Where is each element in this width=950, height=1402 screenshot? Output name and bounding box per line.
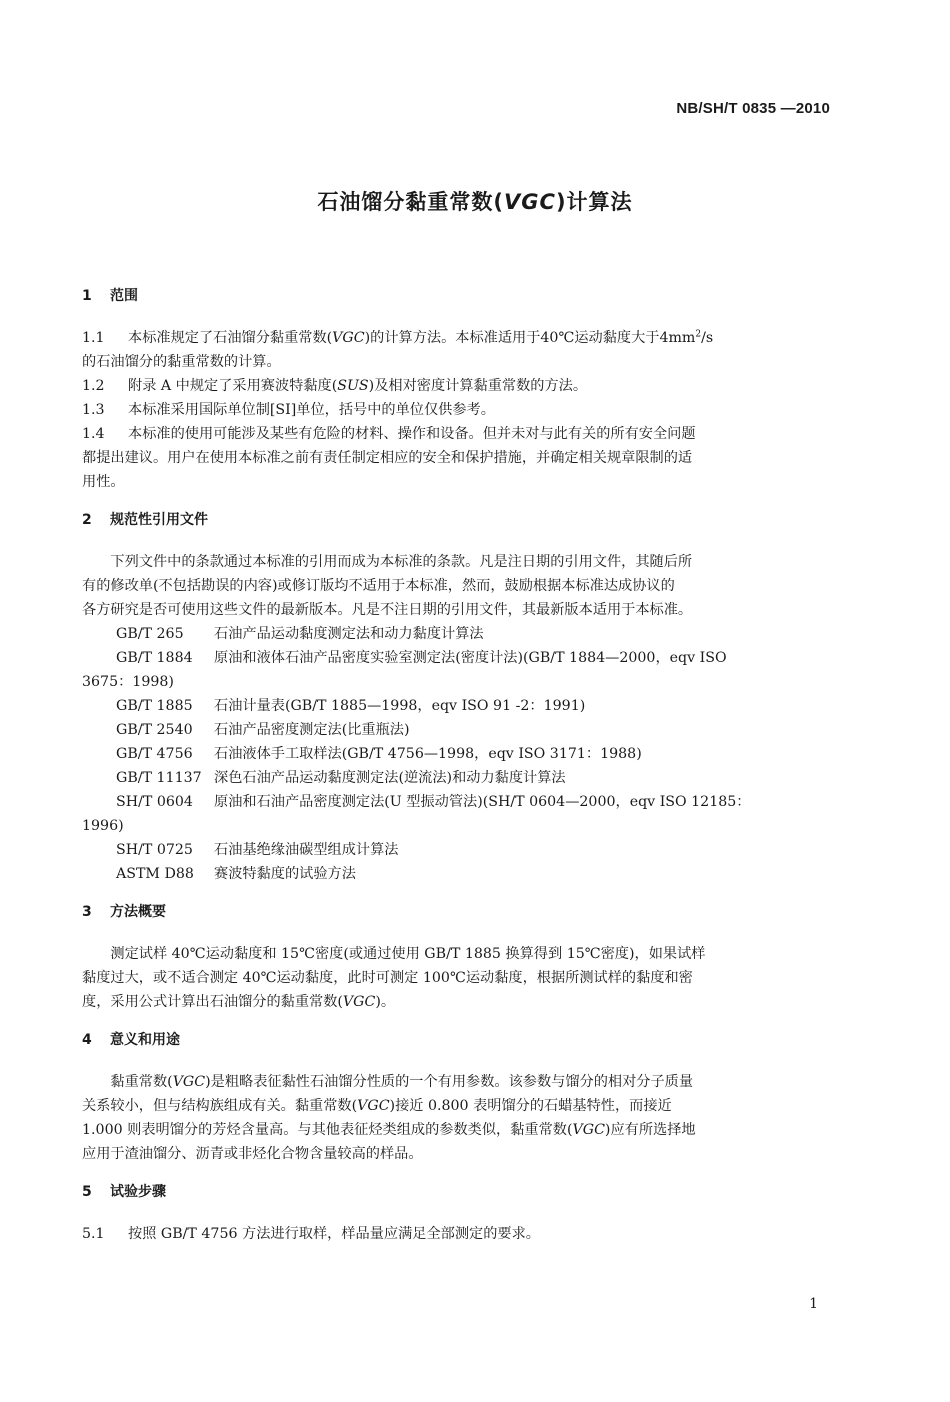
clause-text: 本标准采用国际单位制[SI]单位，括号中的单位仅供参考。 <box>128 402 495 418</box>
clause-text: /s <box>701 330 714 346</box>
section-title: 试验步骤 <box>110 1184 166 1200</box>
clause-1-4-line2: 都提出建议。用户在使用本标准之前有责任制定相应的安全和保护措施，并确定相关规章限制的适 <box>82 450 693 466</box>
clause-number: 1.2 <box>82 378 105 394</box>
clause-1-1 <box>82 326 834 350</box>
reference-continuation: 1996) <box>82 818 124 834</box>
abbr: VGC <box>357 1098 390 1114</box>
text: )。 <box>375 994 396 1010</box>
text: 黏重常数( <box>110 1074 173 1090</box>
clause-text: 附录 A 中规定了采用赛波特黏度( <box>128 378 338 394</box>
reference-title: 赛波特黏度的试验方法 <box>214 866 356 882</box>
clause-1-4 <box>82 422 834 446</box>
text: 1.000 则表明馏分的芳烃含量高。与其他表征烃类组成的参数类似，黏重常数( <box>82 1122 573 1138</box>
method-summary-line1: 测定试样 40℃运动黏度和 15℃密度(或通过使用 GB/T 1885 换算得到 15℃密度)，如果试样 <box>110 946 706 962</box>
reference-code: GB/T 265 <box>116 626 184 642</box>
clause-number: 1.1 <box>82 330 105 346</box>
method-summary-line2: 黏度过大，或不适合测定 40℃运动黏度，此时可测定 100℃运动黏度，根据所测试样的黏度和密 <box>82 970 693 986</box>
section-title: 规范性引用文件 <box>110 512 208 528</box>
reference-title: 石油产品运动黏度测定法和动力黏度计算法 <box>214 626 484 642</box>
reference-title: 原油和石油产品密度测定法(U 型振动管法)(SH/T 0604—2000，eqv ISO 12185： <box>214 794 751 810</box>
significance-line3 <box>82 1118 834 1142</box>
clause-1-3 <box>82 398 834 422</box>
reference-item <box>82 862 834 886</box>
reference-item <box>82 694 834 718</box>
title-prefix: 石油馏分黏重常数( <box>317 190 505 214</box>
text: )接近 0.800 表明馏分的石蜡基特性，而接近 <box>389 1098 672 1114</box>
method-summary-line3 <box>82 990 834 1014</box>
reference-code: GB/T 1885 <box>116 698 193 714</box>
clause-number: 1.3 <box>82 402 105 418</box>
section-number: 4 <box>82 1032 92 1048</box>
abbr: VGC <box>572 1122 605 1138</box>
clause-text: )的计算方法。本标准适用于40℃运动黏度大于4mm <box>364 330 696 346</box>
section-title: 方法概要 <box>110 904 166 920</box>
section-number: 1 <box>82 288 92 304</box>
refs-intro-line1: 下列文件中的条款通过本标准的引用而成为本标准的条款。凡是注日期的引用文件，其随后所 <box>110 554 693 570</box>
clause-abbr: SUS <box>337 378 369 394</box>
section-3-heading <box>82 900 834 924</box>
clause-text: 按照 GB/T 4756 方法进行取样，样品量应满足全部测定的要求。 <box>128 1226 540 1242</box>
title-abbr: VGC <box>504 190 556 214</box>
reference-title: 石油计量表(GB/T 1885—1998，eqv ISO 91 -2：1991) <box>214 698 586 714</box>
reference-code: GB/T 1884 <box>116 650 193 666</box>
reference-item <box>82 622 834 646</box>
text: )是粗略表征黏性石油馏分性质的一个有用参数。该参数与馏分的相对分子质量 <box>205 1074 694 1090</box>
reference-title: 石油基绝缘油碳型组成计算法 <box>214 842 399 858</box>
section-number: 3 <box>82 904 92 920</box>
section-5-heading <box>82 1180 834 1204</box>
significance-line2 <box>82 1094 834 1118</box>
reference-code: GB/T 11137 <box>116 770 202 786</box>
clause-number: 5.1 <box>82 1226 105 1242</box>
text: 关系较小，但与结构族组成有关。黏重常数( <box>82 1098 358 1114</box>
clause-text: 本标准的使用可能涉及某些有危险的材料、操作和设备。但并未对与此有关的所有安全问题 <box>128 426 696 442</box>
significance-line4: 应用于渣油馏分、沥青或非烃化合物含量较高的样品。 <box>82 1146 423 1162</box>
reference-item <box>82 790 834 814</box>
reference-code: ASTM D88 <box>116 866 194 882</box>
title-suffix: )计算法 <box>555 190 633 214</box>
document-body <box>82 284 834 1246</box>
clause-1-4-line3: 用性。 <box>82 474 125 490</box>
reference-title: 原油和液体石油产品密度实验室测定法(密度计法)(GB/T 1884—2000，eqv ISO <box>214 650 727 666</box>
abbr: VGC <box>172 1074 206 1090</box>
significance-line1 <box>82 1070 834 1094</box>
section-title: 意义和用途 <box>110 1032 180 1048</box>
refs-intro-line2: 有的修改单(不包括勘误的内容)或修订版均不适用于本标准，然而，鼓励根据本标准达成协议的 <box>82 578 675 594</box>
section-title: 范围 <box>110 288 138 304</box>
section-number: 2 <box>82 512 92 528</box>
reference-title: 石油液体手工取样法(GB/T 4756—1998，eqv ISO 3171：1988) <box>214 746 642 762</box>
reference-code: GB/T 2540 <box>116 722 193 738</box>
clause-number: 1.4 <box>82 426 105 442</box>
document-title <box>0 186 950 216</box>
page-number: 1 <box>809 1296 818 1312</box>
clause-5-1 <box>82 1222 834 1246</box>
section-number: 5 <box>82 1184 92 1200</box>
reference-item <box>82 742 834 766</box>
superscript: 2 <box>695 329 702 340</box>
standard-number: NB/SH/T 0835 —2010 <box>676 100 830 117</box>
clause-1-2 <box>82 374 834 398</box>
reference-code: SH/T 0604 <box>116 794 193 810</box>
reference-item <box>82 838 834 862</box>
reference-title: 石油产品密度测定法(比重瓶法) <box>214 722 410 738</box>
text: 度，采用公式计算出石油馏分的黏重常数( <box>82 994 343 1010</box>
reference-item <box>82 718 834 742</box>
text: )应有所选择地 <box>604 1122 696 1138</box>
reference-item <box>82 646 834 670</box>
section-2-heading <box>82 508 834 532</box>
clause-1-1-line2: 的石油馏分的黏重常数的计算。 <box>82 354 281 370</box>
clause-text: )及相对密度计算黏重常数的方法。 <box>368 378 588 394</box>
reference-code: SH/T 0725 <box>116 842 193 858</box>
section-1-heading <box>82 284 834 308</box>
reference-item <box>82 766 834 790</box>
clause-abbr: VGC <box>332 330 365 346</box>
section-4-heading <box>82 1028 834 1052</box>
reference-continuation: 3675：1998) <box>82 674 174 690</box>
clause-text: 本标准规定了石油馏分黏重常数( <box>128 330 333 346</box>
reference-code: GB/T 4756 <box>116 746 193 762</box>
abbr: VGC <box>342 994 376 1010</box>
refs-intro-line3: 各方研究是否可使用这些文件的最新版本。凡是不注日期的引用文件，其最新版本适用于本标准。 <box>82 602 693 618</box>
reference-title: 深色石油产品运动黏度测定法(逆流法)和动力黏度计算法 <box>214 770 566 786</box>
